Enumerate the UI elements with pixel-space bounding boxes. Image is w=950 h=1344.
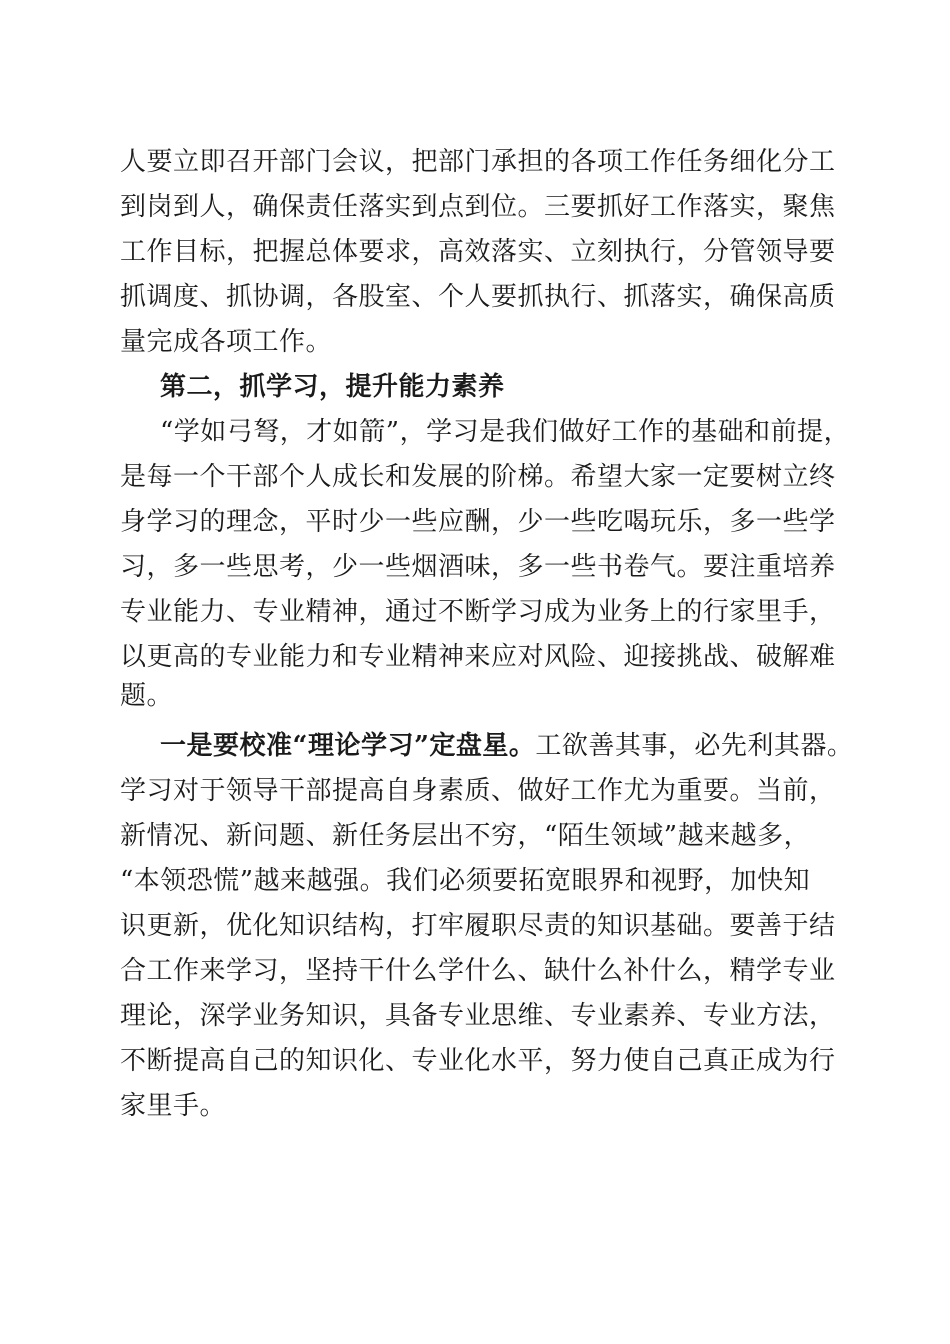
subsection-heading-line [160,726,853,766]
body-line: 量完成各项工作。 [120,327,333,357]
body-line: 不断提高自己的知识化、专业化水平，努力使自己真正成为行 [120,1046,836,1076]
body-line: 是每一个干部个人成长和发展的阶梯。希望大家一定要树立终 [120,462,836,492]
body-line: 到岗到人，确保责任落实到点到位。三要抓好工作落实，聚焦 [120,192,836,222]
body-line: 学习对于领导干部提高自身素质、做好工作尤为重要。当前， [120,776,836,806]
body-line: 家里手。 [120,1091,227,1121]
body-line: 身学习的理念，平时少一些应酬，少一些吃喝玩乐，多一些学 [120,507,836,537]
body-line: 题。 [120,681,174,711]
body-line: 以更高的专业能力和专业精神来应对风险、迎接挑战、破解难 [120,642,836,672]
body-line: “本领恐慌”越来越强。我们必须要拓宽眼界和视野，加快知 [120,866,811,896]
body-line: 工作目标，把握总体要求，高效落实、立刻执行，分管领导要 [120,237,836,267]
body-line: 抓调度、抓协调，各股室、个人要抓执行、抓落实，确保高质 [120,282,836,312]
body-line: 人要立即召开部门会议，把部门承担的各项工作任务细化分工 [120,147,836,177]
subsection-heading: 一是要校准“理论学习”定盘星。 [160,731,536,761]
body-line: 专业能力、专业精神，通过不断学习成为业务上的行家里手， [120,597,836,627]
body-line: 合工作来学习，坚持干什么学什么、缺什么补什么，精学专业 [120,956,836,986]
section-heading: 第二，抓学习，提升能力素养 [160,372,505,402]
body-line: 识更新，优化知识结构，打牢履职尽责的知识基础。要善于结 [120,911,836,941]
body-line: 新情况、新问题、新任务层出不穷，“陌生领域”越来越多， [120,821,811,851]
body-line: 习，多一些思考，少一些烟酒味，多一些书卷气。要注重培养 [120,552,836,582]
body-text: 工欲善其事，必先利其器。 [535,731,854,761]
body-line: 理论，深学业务知识，具备专业思维、专业素养、专业方法， [120,1001,836,1031]
body-line: “学如弓弩，才如箭”，学习是我们做好工作的基础和前提， [160,417,851,447]
